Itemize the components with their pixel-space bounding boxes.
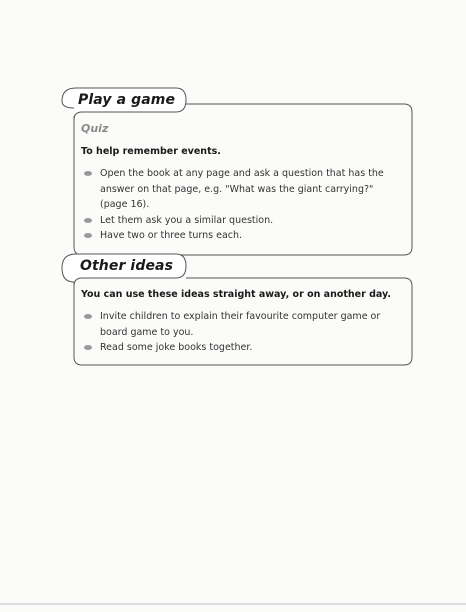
play-game-tab-label: Play a game	[78, 92, 176, 108]
bullet-icon	[84, 218, 92, 223]
list-item-text: Invite children to explain their favourite computer game or board game to you.	[100, 311, 381, 338]
list-item	[82, 166, 400, 213]
list-item	[82, 309, 400, 340]
other-ideas-tab-label: Other ideas	[80, 258, 174, 274]
list-item	[82, 228, 400, 244]
play-game-list	[82, 166, 400, 244]
play-game-intro: To help remember events.	[81, 146, 221, 157]
other-ideas-intro: You can use these ideas straight away, or on another day.	[81, 289, 391, 300]
list-item	[82, 213, 400, 229]
bullet-icon	[84, 233, 92, 238]
page-bottom-edge	[0, 603, 466, 605]
list-item-text: Read some joke books together.	[100, 342, 253, 353]
quiz-subheading: Quiz	[81, 122, 109, 135]
bullet-icon	[84, 345, 92, 350]
bullet-icon	[84, 171, 92, 176]
bullet-icon	[84, 314, 92, 319]
list-item-text: Open the book at any page and ask a question that has the answer on that page, e.g. "What was the giant carrying?" (page 16).	[100, 168, 384, 210]
list-item	[82, 340, 400, 356]
list-item-text: Have two or three turns each.	[100, 230, 243, 241]
other-ideas-list	[82, 309, 400, 356]
list-item-text: Let them ask you a similar question.	[100, 214, 274, 226]
